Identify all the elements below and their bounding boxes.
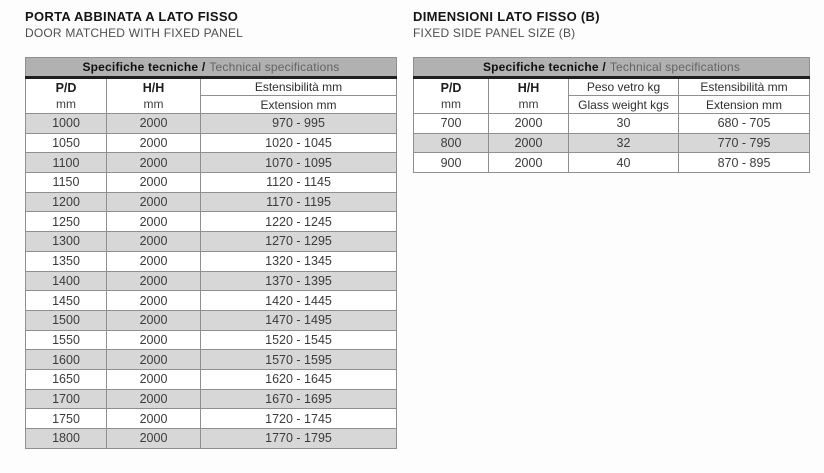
column-header-hh-label: H/H: [142, 81, 165, 95]
cell-glass-weight: 30: [569, 114, 679, 134]
column-header-pd-unit: mm: [441, 97, 461, 111]
table-row: [26, 173, 397, 193]
column-header-pd-label: P/D: [55, 81, 77, 95]
spec-header-label-it: Specifiche tecniche /: [82, 60, 206, 74]
cell-pd: 1250: [26, 212, 107, 232]
cell-hh: 2000: [107, 310, 201, 330]
cell-pd: 1150: [26, 173, 107, 193]
cell-pd: 1600: [26, 350, 107, 370]
cell-hh: 2000: [489, 153, 569, 173]
table-row: [26, 291, 397, 311]
cell-pd: 1550: [26, 330, 107, 350]
cell-hh: 2000: [107, 350, 201, 370]
column-header-hh: [107, 78, 201, 114]
cell-hh: 2000: [107, 232, 201, 252]
table-row: [414, 114, 810, 134]
column-header-row: [414, 78, 810, 96]
cell-extension: 1570 - 1595: [201, 350, 397, 370]
cell-hh: 2000: [107, 133, 201, 153]
cell-pd: 1100: [26, 153, 107, 173]
cell-pd: 900: [414, 153, 489, 173]
cell-hh: 2000: [107, 271, 201, 291]
table-row: [414, 133, 810, 153]
spec-table-fixed-panel: [413, 57, 810, 173]
column-header-extension-it: Estensibilità mm: [201, 78, 397, 96]
spec-header-label-en: Technical specifications: [609, 60, 741, 74]
cell-extension: 1070 - 1095: [201, 153, 397, 173]
column-header-extension-it: Estensibilità mm: [679, 78, 810, 96]
table-row: [26, 369, 397, 389]
cell-extension: 1320 - 1345: [201, 251, 397, 271]
cell-pd: 1500: [26, 310, 107, 330]
table-body: [414, 114, 810, 173]
cell-extension: 1020 - 1045: [201, 133, 397, 153]
spec-header-bar: [26, 58, 397, 78]
cell-extension: 770 - 795: [679, 133, 810, 153]
cell-hh: 2000: [107, 192, 201, 212]
cell-hh: 2000: [107, 291, 201, 311]
cell-pd: 1200: [26, 192, 107, 212]
spec-table-door-matched: [25, 57, 397, 449]
cell-extension: 1420 - 1445: [201, 291, 397, 311]
spec-header-row: [26, 58, 397, 78]
table-row: [26, 212, 397, 232]
cell-extension: 970 - 995: [201, 114, 397, 134]
section-subtitle: DOOR MATCHED WITH FIXED PANEL: [25, 26, 244, 40]
cell-hh: 2000: [107, 114, 201, 134]
column-header-row: [26, 78, 397, 96]
cell-extension: 1270 - 1295: [201, 232, 397, 252]
table-row: [26, 310, 397, 330]
column-header-hh-unit: mm: [143, 97, 164, 111]
cell-extension: 1120 - 1145: [201, 173, 397, 193]
cell-extension: 1670 - 1695: [201, 389, 397, 409]
cell-hh: 2000: [107, 330, 201, 350]
table-row: [26, 389, 397, 409]
table-row: [26, 133, 397, 153]
cell-pd: 1800: [26, 429, 107, 449]
column-header-pd-label: P/D: [440, 81, 462, 95]
cell-hh: 2000: [107, 251, 201, 271]
column-header-pd: [26, 78, 107, 114]
table-row: [26, 114, 397, 134]
column-header-extension-en: Extension mm: [201, 96, 397, 114]
column-header-hh: [489, 78, 569, 114]
cell-pd: 1650: [26, 369, 107, 389]
section-title: DIMENSIONI LATO FISSO (B): [413, 9, 600, 24]
cell-pd: 1700: [26, 389, 107, 409]
cell-pd: 1050: [26, 133, 107, 153]
cell-pd: 1450: [26, 291, 107, 311]
column-header-glass-weight-en: Glass weight kgs: [569, 96, 679, 114]
cell-pd: 1400: [26, 271, 107, 291]
table-row: [26, 429, 397, 449]
table-row: [26, 350, 397, 370]
table-row: [26, 232, 397, 252]
spec-header-row: [414, 58, 810, 78]
cell-extension: 1620 - 1645: [201, 369, 397, 389]
cell-hh: 2000: [489, 114, 569, 134]
table-row: [26, 330, 397, 350]
cell-pd: 800: [414, 133, 489, 153]
cell-hh: 2000: [107, 389, 201, 409]
cell-extension: 680 - 705: [679, 114, 810, 134]
cell-extension: 1220 - 1245: [201, 212, 397, 232]
cell-extension: 1170 - 1195: [201, 192, 397, 212]
cell-extension: 1720 - 1745: [201, 409, 397, 429]
cell-extension: 1520 - 1545: [201, 330, 397, 350]
spec-header-label-it: Specifiche tecniche /: [482, 60, 606, 74]
section-door-matched-fixed-panel: [25, 9, 397, 449]
section-title: PORTA ABBINATA A LATO FISSO: [25, 9, 239, 24]
cell-hh: 2000: [107, 212, 201, 232]
column-header-extension-en: Extension mm: [679, 96, 810, 114]
cell-extension: 1370 - 1395: [201, 271, 397, 291]
cell-extension: 1770 - 1795: [201, 429, 397, 449]
spec-header-label-en: Technical specifications: [209, 60, 340, 74]
cell-pd: 1350: [26, 251, 107, 271]
cell-pd: 1000: [26, 114, 107, 134]
column-header-pd-unit: mm: [56, 97, 76, 111]
cell-glass-weight: 32: [569, 133, 679, 153]
cell-pd: 1300: [26, 232, 107, 252]
cell-hh: 2000: [107, 409, 201, 429]
column-header-pd: [414, 78, 489, 114]
cell-pd: 1750: [26, 409, 107, 429]
section-fixed-side-panel-size: [413, 9, 810, 173]
table-row: [414, 153, 810, 173]
table-row: [26, 153, 397, 173]
section-subtitle: FIXED SIDE PANEL SIZE (B): [413, 26, 576, 40]
column-header-glass-weight-it: Peso vetro kg: [569, 78, 679, 96]
cell-pd: 700: [414, 114, 489, 134]
cell-hh: 2000: [107, 153, 201, 173]
cell-hh: 2000: [107, 173, 201, 193]
cell-extension: 1470 - 1495: [201, 310, 397, 330]
cell-extension: 870 - 895: [679, 153, 810, 173]
cell-hh: 2000: [489, 133, 569, 153]
column-header-hh-unit: mm: [518, 97, 539, 111]
spec-header-bar: [414, 58, 810, 78]
column-header-hh-label: H/H: [517, 81, 540, 95]
table-row: [26, 251, 397, 271]
table-row: [26, 409, 397, 429]
table-body: [26, 114, 397, 449]
table-row: [26, 271, 397, 291]
cell-hh: 2000: [107, 429, 201, 449]
cell-hh: 2000: [107, 369, 201, 389]
table-row: [26, 192, 397, 212]
cell-glass-weight: 40: [569, 153, 679, 173]
